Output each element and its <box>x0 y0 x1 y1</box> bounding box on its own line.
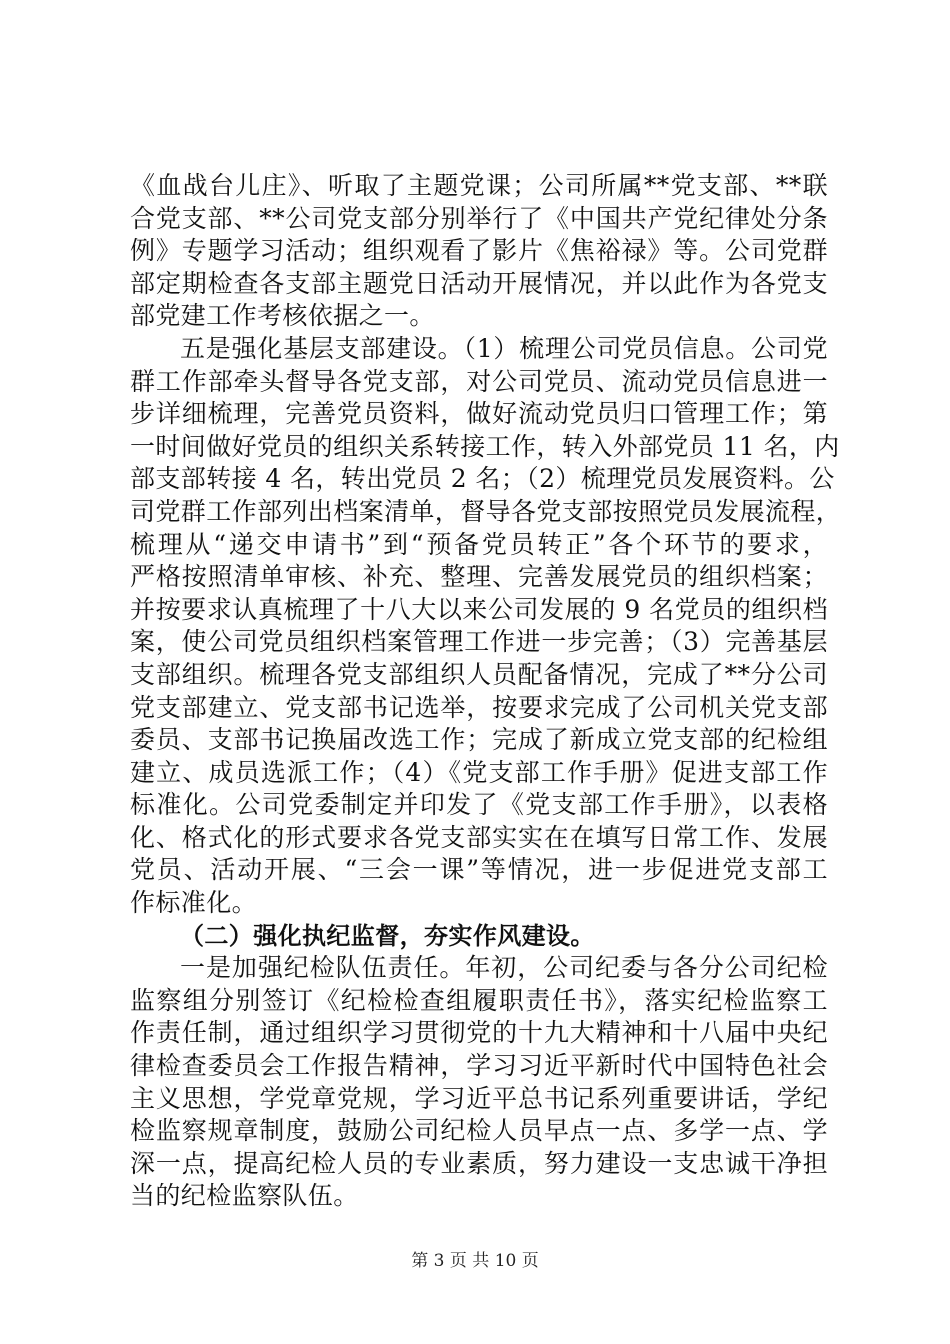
text-line: 严格按照清单审核、补充、整理、完善发展党员的组织档案； <box>130 562 828 592</box>
text-line: 司党群工作部列出档案清单，督导各党支部按照党员发展流程， <box>130 496 842 526</box>
text-line: 部定期检查各支部主题党日活动开展情况，并以此作为各党支 <box>130 268 828 298</box>
text-line: 律检查委员会工作报告精神，学习习近平新时代中国特色社会 <box>130 1051 828 1081</box>
text-line: 部支部转接 4 名，转出党员 2 名；（2）梳理党员发展资料。公 <box>130 464 835 494</box>
text-line: 作标准化。 <box>130 888 258 918</box>
text-line: 并按要求认真梳理了十八大以来公司发展的 9 名党员的组织档 <box>130 594 828 624</box>
text-line: 委员、支部书记换届改选工作；完成了新成立党支部的纪检组 <box>130 725 828 755</box>
text-line: 案，使公司党员组织档案管理工作进一步完善；（3）完善基层 <box>130 627 828 657</box>
text-line: 《血战台儿庄》、听取了主题党课；公司所属**党支部、**联 <box>130 171 828 200</box>
text-line: 部党建工作考核依据之一。 <box>130 301 435 331</box>
text-line: 建立、成员选派工作；（4）《党支部工作手册》促进支部工作 <box>130 757 828 787</box>
text-line: 标准化。公司党委制定并印发了《党支部工作手册》，以表格 <box>130 790 828 820</box>
text-line: 检监察规章制度，鼓励公司纪检人员早点一点、多学一点、学 <box>130 1116 828 1146</box>
text-line: 党员、活动开展、“三会一课”等情况，进一步促进党支部工 <box>130 855 828 885</box>
document-body <box>130 170 842 1213</box>
text-line: 合党支部、**公司党支部分别举行了《中国共产党纪律处分条 <box>130 203 828 233</box>
text-line: 支部组织。梳理各党支部组织人员配备情况，完成了**分公司 <box>130 659 828 689</box>
text-line: 步详细梳理，完善党员资料，做好流动党员归口管理工作；第 <box>130 399 828 429</box>
text-line: 群工作部牵头督导各党支部，对公司党员、流动党员信息进一 <box>130 366 828 396</box>
text-line: 一是加强纪检队伍责任。年初，公司纪委与各分公司纪检 <box>180 953 828 983</box>
text-line: 主义思想，学党章党规，学习近平总书记系列重要讲话，学纪 <box>130 1083 828 1113</box>
text-line: 党支部建立、党支部书记选举，按要求完成了公司机关党支部 <box>130 692 828 722</box>
text-line: 当的纪检监察队伍。 <box>130 1181 359 1211</box>
text-line: 梳理从“递交申请书”到“预备党员转正”各个环节的要求， <box>130 529 828 559</box>
text-line: 一时间做好党员的组织关系转接工作，转入外部党员 11 名，内 <box>130 431 840 461</box>
text-line: 化、格式化的形式要求各党支部实实在在填写日常工作、发展 <box>130 822 828 852</box>
text-line: 监察组分别签订《纪检检查组履职责任书》，落实纪检监察工 <box>130 985 828 1015</box>
text-line: 深一点，提高纪检人员的专业素质，努力建设一支忠诚干净担 <box>130 1148 828 1178</box>
page-footer: 第 3 页 共 10 页 <box>411 1251 539 1271</box>
section-heading: （二）强化执纪监督，夯实作风建设。 <box>180 921 595 950</box>
text-line: 例》专题学习活动；组织观看了影片《焦裕禄》等。公司党群 <box>130 236 828 266</box>
text-line: 作责任制，通过组织学习贯彻党的十九大精神和十八届中央纪 <box>130 1018 828 1048</box>
text-line: 五是强化基层支部建设。（1）梳理公司党员信息。公司党 <box>180 333 828 363</box>
